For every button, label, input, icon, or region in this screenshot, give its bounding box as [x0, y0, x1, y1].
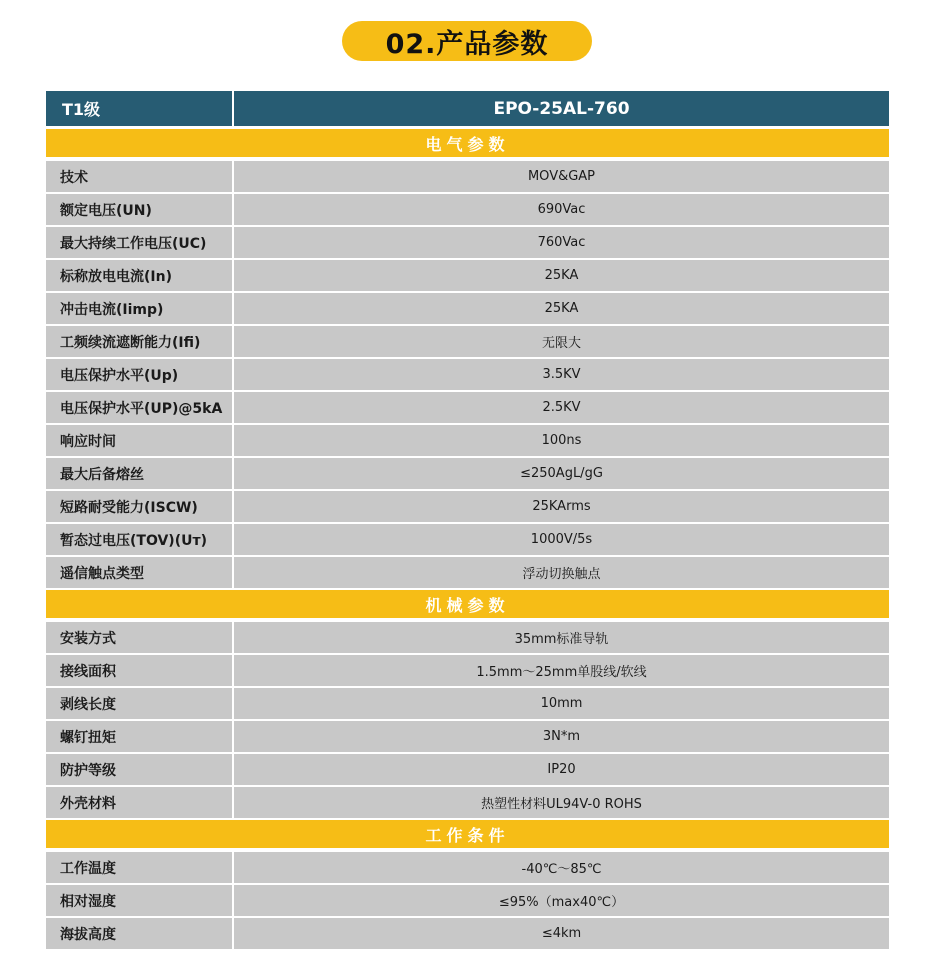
param-value: 2.5KV: [234, 392, 889, 423]
param-label: 电压保护水平(UP)@5kA: [46, 392, 232, 423]
param-label: 冲击电流(Iimp): [46, 293, 232, 324]
page-title: 02.产品参数: [342, 21, 592, 61]
table-row: [46, 227, 889, 258]
param-value: 1.5mm～25mm单股线/软线: [234, 655, 889, 686]
param-label: 海拔高度: [46, 918, 232, 949]
param-value: MOV&GAP: [234, 161, 889, 192]
param-label: 工作温度: [46, 852, 232, 883]
param-value: 热塑性材料UL94V-0 ROHS: [234, 787, 889, 818]
table-row: [46, 688, 889, 719]
param-label: 相对湿度: [46, 885, 232, 916]
table-row: [46, 194, 889, 225]
param-label: 遥信触点类型: [46, 557, 232, 588]
table-row: [46, 655, 889, 686]
param-label: 剥线长度: [46, 688, 232, 719]
table-header-row: [46, 91, 889, 126]
section-header: 工作条件: [46, 820, 889, 848]
param-label: 最大持续工作电压(UC): [46, 227, 232, 258]
header-model: EPO-25AL-760: [234, 91, 889, 126]
param-label: 标称放电电流(In): [46, 260, 232, 291]
spec-table: [46, 91, 889, 951]
param-value: 3.5KV: [234, 359, 889, 390]
param-value: 35mm标准导轨: [234, 622, 889, 653]
param-value: 25KArms: [234, 491, 889, 522]
table-row: [46, 852, 889, 883]
param-value: 25KA: [234, 260, 889, 291]
table-row: [46, 260, 889, 291]
table-row: [46, 326, 889, 357]
param-label: 额定电压(UN): [46, 194, 232, 225]
param-label: 电压保护水平(Up): [46, 359, 232, 390]
param-label: 工频续流遮断能力(Ifi): [46, 326, 232, 357]
param-value: ≤250AgL/gG: [234, 458, 889, 489]
param-value: ≤95%（max40℃）: [234, 885, 889, 916]
param-label: 响应时间: [46, 425, 232, 456]
table-row: [46, 359, 889, 390]
param-value: 1000V/5s: [234, 524, 889, 555]
param-value: 3N*m: [234, 721, 889, 752]
param-value: -40℃～85℃: [234, 852, 889, 883]
table-row: [46, 425, 889, 456]
sections-container: [46, 129, 889, 949]
table-row: [46, 557, 889, 588]
section-header: 机械参数: [46, 590, 889, 618]
param-label: 接线面积: [46, 655, 232, 686]
table-row: [46, 885, 889, 916]
table-row: [46, 721, 889, 752]
param-label: 外壳材料: [46, 787, 232, 818]
param-label: 防护等级: [46, 754, 232, 785]
table-row: [46, 918, 889, 949]
table-row: [46, 392, 889, 423]
param-value: 760Vac: [234, 227, 889, 258]
param-value: 690Vac: [234, 194, 889, 225]
param-value: 25KA: [234, 293, 889, 324]
param-label: 安装方式: [46, 622, 232, 653]
param-value: 10mm: [234, 688, 889, 719]
param-value: IP20: [234, 754, 889, 785]
table-row: [46, 622, 889, 653]
param-label: 螺钉扭矩: [46, 721, 232, 752]
table-row: [46, 161, 889, 192]
table-row: [46, 524, 889, 555]
table-row: [46, 754, 889, 785]
param-label: 短路耐受能力(ISCW): [46, 491, 232, 522]
header-grade: T1级: [46, 91, 232, 126]
param-label: 最大后备熔丝: [46, 458, 232, 489]
param-value: ≤4km: [234, 918, 889, 949]
param-value: 100ns: [234, 425, 889, 456]
param-value: 无限大: [234, 326, 889, 357]
table-row: [46, 293, 889, 324]
table-row: [46, 458, 889, 489]
param-label: 暂态过电压(TOV)(Uт): [46, 524, 232, 555]
section-header: 电气参数: [46, 129, 889, 157]
param-label: 技术: [46, 161, 232, 192]
table-row: [46, 787, 889, 818]
table-row: [46, 491, 889, 522]
param-value: 浮动切换触点: [234, 557, 889, 588]
